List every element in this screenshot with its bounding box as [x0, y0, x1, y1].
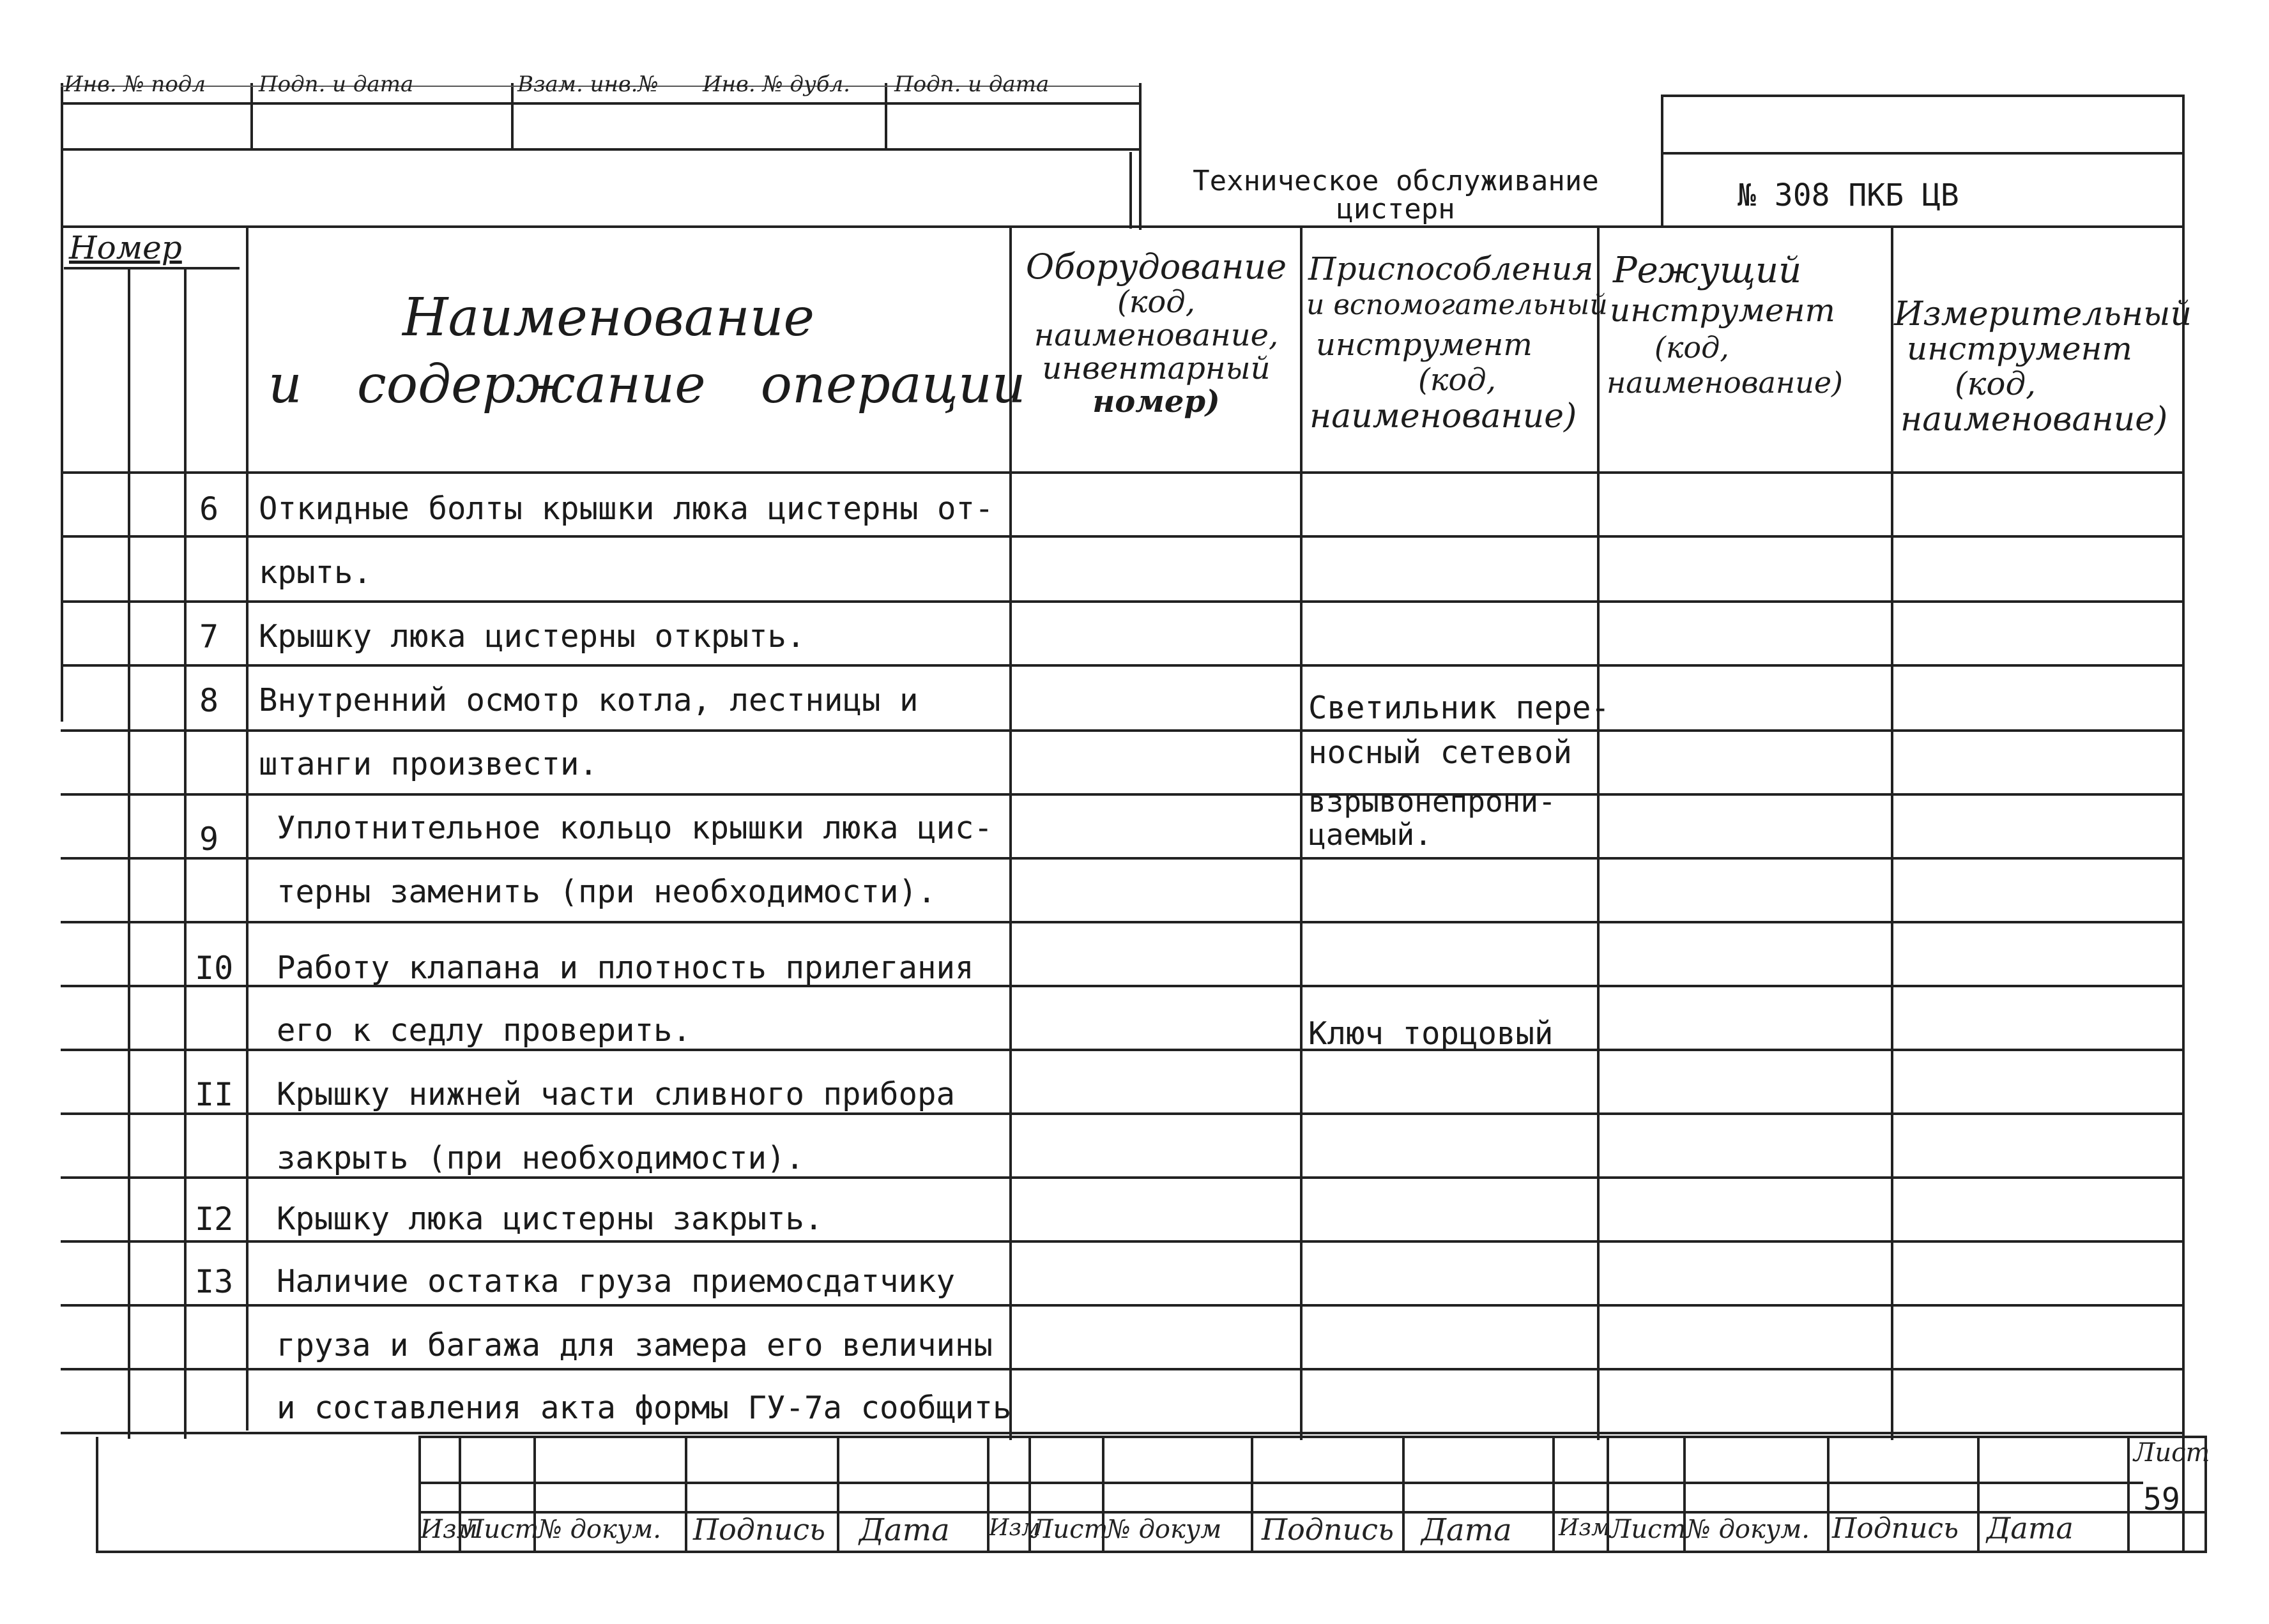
fixtures-subheading: и вспомогательный	[1306, 289, 1608, 321]
operation-text: его к седлу проверить.	[277, 1012, 692, 1049]
document-title: Техническое обслуживание цистерн	[1193, 165, 1599, 225]
footer-label: № докум.	[538, 1515, 661, 1544]
equipment-subheading: номер)	[1092, 384, 1220, 420]
operation-text: и составления акта формы ГУ-7а сообщить	[277, 1390, 1012, 1426]
footer-label: Лист	[1032, 1515, 1108, 1544]
footer-label: Дата	[859, 1512, 950, 1548]
fixtures-heading: Приспособления	[1308, 250, 1594, 287]
footer-label: Изм	[420, 1515, 478, 1544]
operation-number: 9	[199, 821, 219, 858]
operation-text: Крышку люка цистерны закрыть.	[277, 1201, 823, 1237]
operation-text: Работу клапана и плотность прилегания	[277, 950, 974, 986]
top-strip-cell: Инв. № дубл.	[703, 72, 850, 97]
operation-number: I0	[195, 950, 234, 987]
operation-text: Откидные болты крышки люка цистерны от-	[259, 490, 994, 527]
operation-number: II	[195, 1076, 234, 1113]
top-strip-cell: Инв. № подл	[64, 72, 206, 97]
fixture-text: цаемый.	[1308, 817, 1432, 852]
operation-name-heading: Наименование	[402, 287, 815, 348]
equipment-heading: Оборудование	[1025, 247, 1287, 287]
sheet-label: Лист	[2134, 1438, 2210, 1468]
footer-label: Лист	[462, 1515, 539, 1544]
measuring-tool-subheading: наименование)	[1900, 400, 2168, 439]
cutting-tool-subheading: инструмент	[1610, 292, 1835, 329]
fixtures-subheading: наименование)	[1310, 397, 1577, 436]
operation-number: I3	[195, 1263, 234, 1300]
footer-label: Изм	[989, 1515, 1041, 1541]
cutting-tool-heading: Режущий	[1613, 250, 1802, 291]
number-column-label: Номер	[69, 229, 182, 266]
operation-number: I2	[195, 1201, 234, 1238]
operation-number: 7	[199, 618, 219, 655]
fixture-text: Ключ торцовый	[1308, 1015, 1554, 1052]
equipment-subheading: (код,	[1117, 284, 1195, 320]
measuring-tool-subheading: инструмент	[1907, 330, 2132, 367]
operation-text: крыть.	[259, 554, 372, 591]
sheet-number: 59	[2143, 1482, 2180, 1517]
footer-label: Изм	[1559, 1515, 1610, 1541]
operation-text: закрыть (при необходимости).	[277, 1140, 805, 1176]
fixtures-subheading: инструмент	[1316, 327, 1532, 363]
footer-label: № докум	[1106, 1515, 1222, 1544]
cutting-tool-subheading: (код,	[1654, 330, 1729, 365]
cutting-tool-subheading: наименование)	[1607, 365, 1843, 400]
footer-label: Подпись	[1832, 1512, 1959, 1545]
footer-label: Подпись	[693, 1512, 826, 1547]
top-strip-cell: Подп. и дата	[894, 72, 1050, 97]
fixtures-subheading: (код,	[1418, 362, 1496, 398]
fixture-text: взрывонепрони-	[1308, 784, 1556, 819]
equipment-subheading: наименование,	[1034, 317, 1279, 353]
measuring-tool-heading: Измерительный	[1894, 295, 2192, 333]
fixture-text: Светильник пере-	[1308, 690, 1610, 726]
operation-text: Крышку нижней части сливного прибора	[277, 1076, 956, 1112]
top-strip-cell: Взам. инв.№	[517, 72, 659, 97]
top-strip-cell: Подп. и дата	[259, 72, 414, 97]
operation-content-heading: и содержание операции	[268, 354, 1026, 415]
operation-text: Крышку люка цистерны открыть.	[259, 618, 806, 655]
footer-label: Дата	[1987, 1511, 2074, 1545]
footer-label: Дата	[1421, 1512, 1512, 1548]
footer-label: Лист	[1610, 1515, 1686, 1544]
footer-label: № докум.	[1686, 1515, 1810, 1544]
operation-text: груза и багажа для замера его величины	[277, 1327, 993, 1363]
document-number: № 308 ПКБ ЦВ	[1738, 178, 1959, 213]
footer-label: Подпись	[1262, 1512, 1394, 1547]
operation-number: 6	[199, 490, 219, 527]
operation-text: штанги произвести.	[259, 746, 599, 782]
operation-number: 8	[199, 682, 219, 719]
operation-text: Уплотнительное кольцо крышки люка цис-	[277, 810, 993, 846]
fixture-text: носный сетевой	[1308, 734, 1573, 771]
measuring-tool-subheading: (код,	[1955, 365, 2036, 402]
equipment-subheading: инвентарный	[1042, 351, 1271, 386]
operation-text: Наличие остатка груза приемосдатчику	[277, 1263, 956, 1300]
operation-text: терны заменить (при необходимости).	[277, 874, 936, 910]
operation-text: Внутренний осмотр котла, лестницы и	[259, 682, 919, 718]
